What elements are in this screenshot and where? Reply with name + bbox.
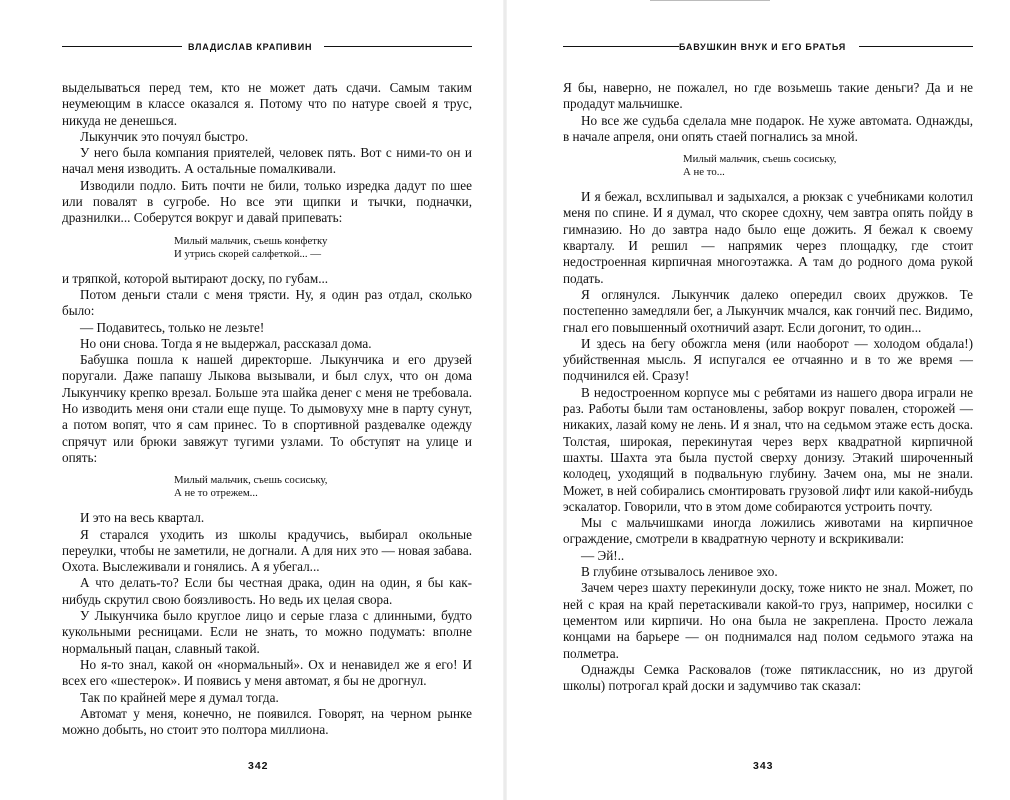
paragraph: Автомат у меня, конечно, не появился. Говорят, на черном рынке можно добыть, но стоит это полтора миллиона. — [62, 705, 472, 738]
left-head-rule-left — [62, 46, 182, 47]
paragraph: и тряпкой, которой вытирают доску, по губам... — [62, 270, 329, 286]
paragraph: Потом деньги стали с меня трясти. Ну, я один раз отдал, сколько было: — [62, 286, 472, 319]
paragraph: Так по крайней мере я думал тогда. — [80, 689, 279, 705]
left-verse-2 — [62, 474, 472, 500]
right-page — [505, 0, 1010, 800]
paragraph: В недостроенном корпусе мы с ребятами из нашего двора играли не раз. Работы были там остановлены, забор вокруг повален, сторожей — никаких, лазай кому не лень. И я знал, что на седьмом этаже есть доска. Толстая, широкая, перекинутая через верх квадратной кирпичной шахты. Шахта эта была пустой сверху донизу. Этакий широченный колодец, уходящий в подвальную глубину. Зачем она, мы не знали. Может, в ней собирались смонтировать грузовой лифт или какой-нибудь эскалатор. Говорили, что в этом доме собираются устроить почту. — [563, 384, 973, 514]
paragraph: А что делать-то? Если бы честная драка, один на один, я бы как-нибудь скрутил свою боязливость. Но ведь их целая свора. — [62, 575, 472, 607]
paragraph: В глубине отзывалось ленивое эхо. — [581, 564, 778, 580]
paragraph: И здесь на бегу обожгла меня (или наоборот — холодом обдала!) убийственная мысль. Я испугался ее отчаянно и в то же время — подчинился ей. Сразу! — [563, 335, 973, 384]
right-head-rule-left — [563, 46, 679, 47]
paragraph: Но я-то знал, какой он «нормальный». Ох и ненавидел же я его! И всех его «шестерок». И появись у меня автомат, я бы не дрогнул. — [62, 656, 472, 689]
verse-line: А не то отрежем... — [174, 487, 258, 500]
right-verse-1 — [563, 153, 973, 179]
paragraph: Лыкунчик это почуял быстро. — [80, 128, 249, 144]
paragraph: У него была компания приятелей, человек пять. Вот с ними-то он и начал меня изводить. А остальные помалкивали. — [62, 145, 472, 177]
paragraph: И это на весь квартал. — [80, 510, 205, 526]
right-head-rule-right — [859, 46, 973, 47]
verse-line: Милый мальчик, съешь сосиську, — [683, 153, 837, 166]
right-running-head — [563, 36, 973, 60]
verse-line: Милый мальчик, съешь сосиську, — [174, 474, 328, 487]
paragraph: выделываться перед тем, кто не может дать сдачи. Самым таким неумеющим в классе оказался я. Потому что по натуре своей я трус, никуда не денешься. — [62, 80, 472, 128]
left-body-text — [62, 80, 472, 738]
paragraph: Мы с мальчишками иногда ложились животами на кирпичное ограждение, смотрели в квадратную черноту и вскрикивали: — [563, 515, 973, 547]
paragraph: Я бы, наверно, не пожалел, но где возьмешь такие деньги? Да и не продадут мальчишке. — [563, 80, 973, 112]
paragraph: Однажды Семка Расковалов (тоже пятиклассник, но из другой школы) потрогал край доски и задумчиво так сказал: — [563, 661, 973, 694]
left-head-rule-right — [324, 46, 472, 47]
paragraph: Зачем через шахту перекинули доску, тоже никто не знал. Может, по ней с края на край перетаскивали какой-то груз, например, носилки с цементом или кирпичи. Но она была не закреплена. Просто лежала концами на барьере — он поднимался над полом седьмого этажа на полметра. — [563, 580, 973, 661]
paragraph: И я бежал, всхлипывал и задыхался, а рюкзак с учебниками колотил меня по спине. И я думал, что скорее сдохну, чем завтра опять пойду в гимназию. Но до завтра надо было еще дожить. Я бежал к своему кварталу. И решил — напрямик через площадку, где стоит недостроенная кирпичная многоэтажка. А там до родного дома рукой подать. — [563, 189, 973, 286]
left-verse-1 — [62, 235, 472, 261]
paragraph: — Эй!.. — [581, 547, 625, 563]
paragraph: У Лыкунчика было круглое лицо и серые глаза с длинными, будто кукольными ресницами. Если не знать, то можно подумать: вполне нормальный пацан, славный такой. — [62, 608, 472, 656]
paragraph: Бабушка пошла к нашей директорше. Лыкунчика и его друзей поругали. Даже папашу Лыкова вызывали, и был слух, что он дома Лыкунчику крепко врезал. Больше эта шайка денег с меня не требовала. Но изводить меня они стали еще пуще. То дымовуху мне в парту сунут, а потом вопят, что я сам принес. То в спортивной раздевалке одежду спрячут или брюки завяжут тугими узлами. То обступят на улице и опять: — [62, 352, 472, 465]
paragraph: — Подавитесь, только не лезьте! — [80, 319, 265, 335]
right-page-number: 343 — [753, 760, 774, 772]
paragraph: Я старался уходить из школы крадучись, выбирал окольные переулки, чтобы не заметили, не догнали. А для них это — новая забава. Охота. Выслеживали и гонялись. А я убегал... — [62, 526, 472, 575]
paragraph: Я оглянулся. Лыкунчик далеко опередил своих дружков. Те постепенно замедляли бег, а Лыкунчик мчался, как гончий пес. Видимо, гнал его повышенный охотничий азарт. Если догонит, то один... — [563, 286, 973, 335]
left-page-number: 342 — [248, 760, 269, 772]
left-running-head — [62, 36, 472, 60]
paragraph: Но все же судьба сделала мне подарок. Не хуже автомата. Однажды, в начале апреля, они опять стаей погнались за мной. — [563, 112, 973, 144]
paragraph: Изводили подло. Бить почти не били, только изредка дадут по шее или повалят в сугробе. Но все эти щипки и тычки, подначки, дразнилки... Соберутся вокруг и давай припевать: — [62, 177, 472, 226]
verse-line: А не то... — [683, 166, 725, 179]
right-head-title: БАВУШКИН ВНУК И ЕГО БРАТЬЯ — [679, 42, 847, 52]
right-body-text — [563, 80, 973, 694]
paragraph: Но они снова. Тогда я не выдержал, рассказал дома. — [80, 335, 372, 351]
verse-line: Милый мальчик, съешь конфетку — [174, 234, 328, 247]
verse-line: И утрись скорей салфеткой... — — [174, 247, 322, 260]
left-head-title: ВЛАДИСЛАВ КРАПИВИН — [188, 42, 313, 52]
